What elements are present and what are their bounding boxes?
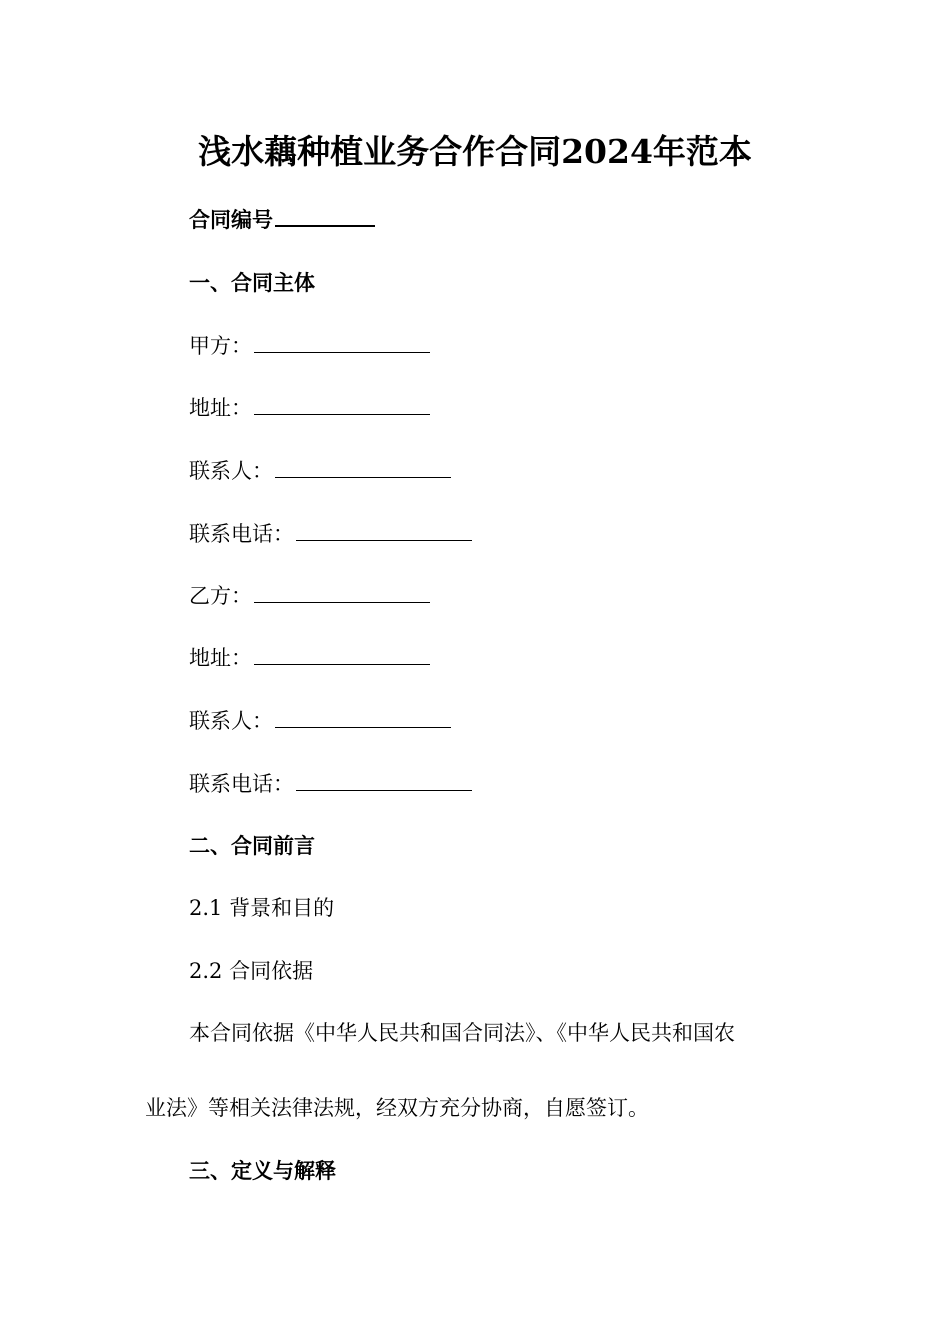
basis-paragraph-line-1: 本合同依据《中华人民共和国合同法》、《中华人民共和国农 [189,1021,735,1045]
party-a-contact-blank[interactable] [275,457,451,478]
party-a-contact-row [189,456,451,486]
section-2-heading: 二、合同前言 [189,833,315,858]
party-a-label: 甲方： [189,334,252,358]
party-b-phone-label: 联系电话： [189,772,294,796]
party-b-address-blank[interactable] [254,644,430,665]
party-b-phone-row [189,769,472,799]
section-1-heading: 一、合同主体 [189,270,315,295]
party-a-blank[interactable] [254,332,430,353]
party-b-address-row [189,643,430,673]
party-a-contact-label: 联系人： [189,459,273,483]
party-a-row [189,331,430,361]
party-a-phone-blank[interactable] [296,520,472,541]
party-a-phone-label: 联系电话： [189,522,294,546]
party-b-blank[interactable] [254,582,430,603]
party-a-address-row [189,393,430,423]
contract-number-blank[interactable] [275,205,375,227]
party-a-address-label: 地址： [189,396,252,420]
party-a-phone-row [189,519,472,549]
document-title: 浅水藕种植业务合作合同2024年范本 [198,132,752,171]
party-a-address-blank[interactable] [254,394,430,415]
party-b-address-label: 地址： [189,646,252,670]
party-b-contact-blank[interactable] [275,707,451,728]
party-b-label: 乙方： [189,584,252,608]
basis-paragraph-line-2: 业法》等相关法律法规，经双方充分协商，自愿签订。 [145,1096,649,1120]
party-b-phone-blank[interactable] [296,770,472,791]
party-b-row [189,581,430,611]
party-b-contact-label: 联系人： [189,709,273,733]
contract-number-row [189,205,375,235]
section-2-1: 2.1 背景和目的 [189,896,335,920]
section-3-heading: 三、定义与解释 [189,1158,336,1183]
contract-number-label: 合同编号 [189,207,273,232]
section-2-2: 2.2 合同依据 [189,959,314,983]
party-b-contact-row [189,706,451,736]
